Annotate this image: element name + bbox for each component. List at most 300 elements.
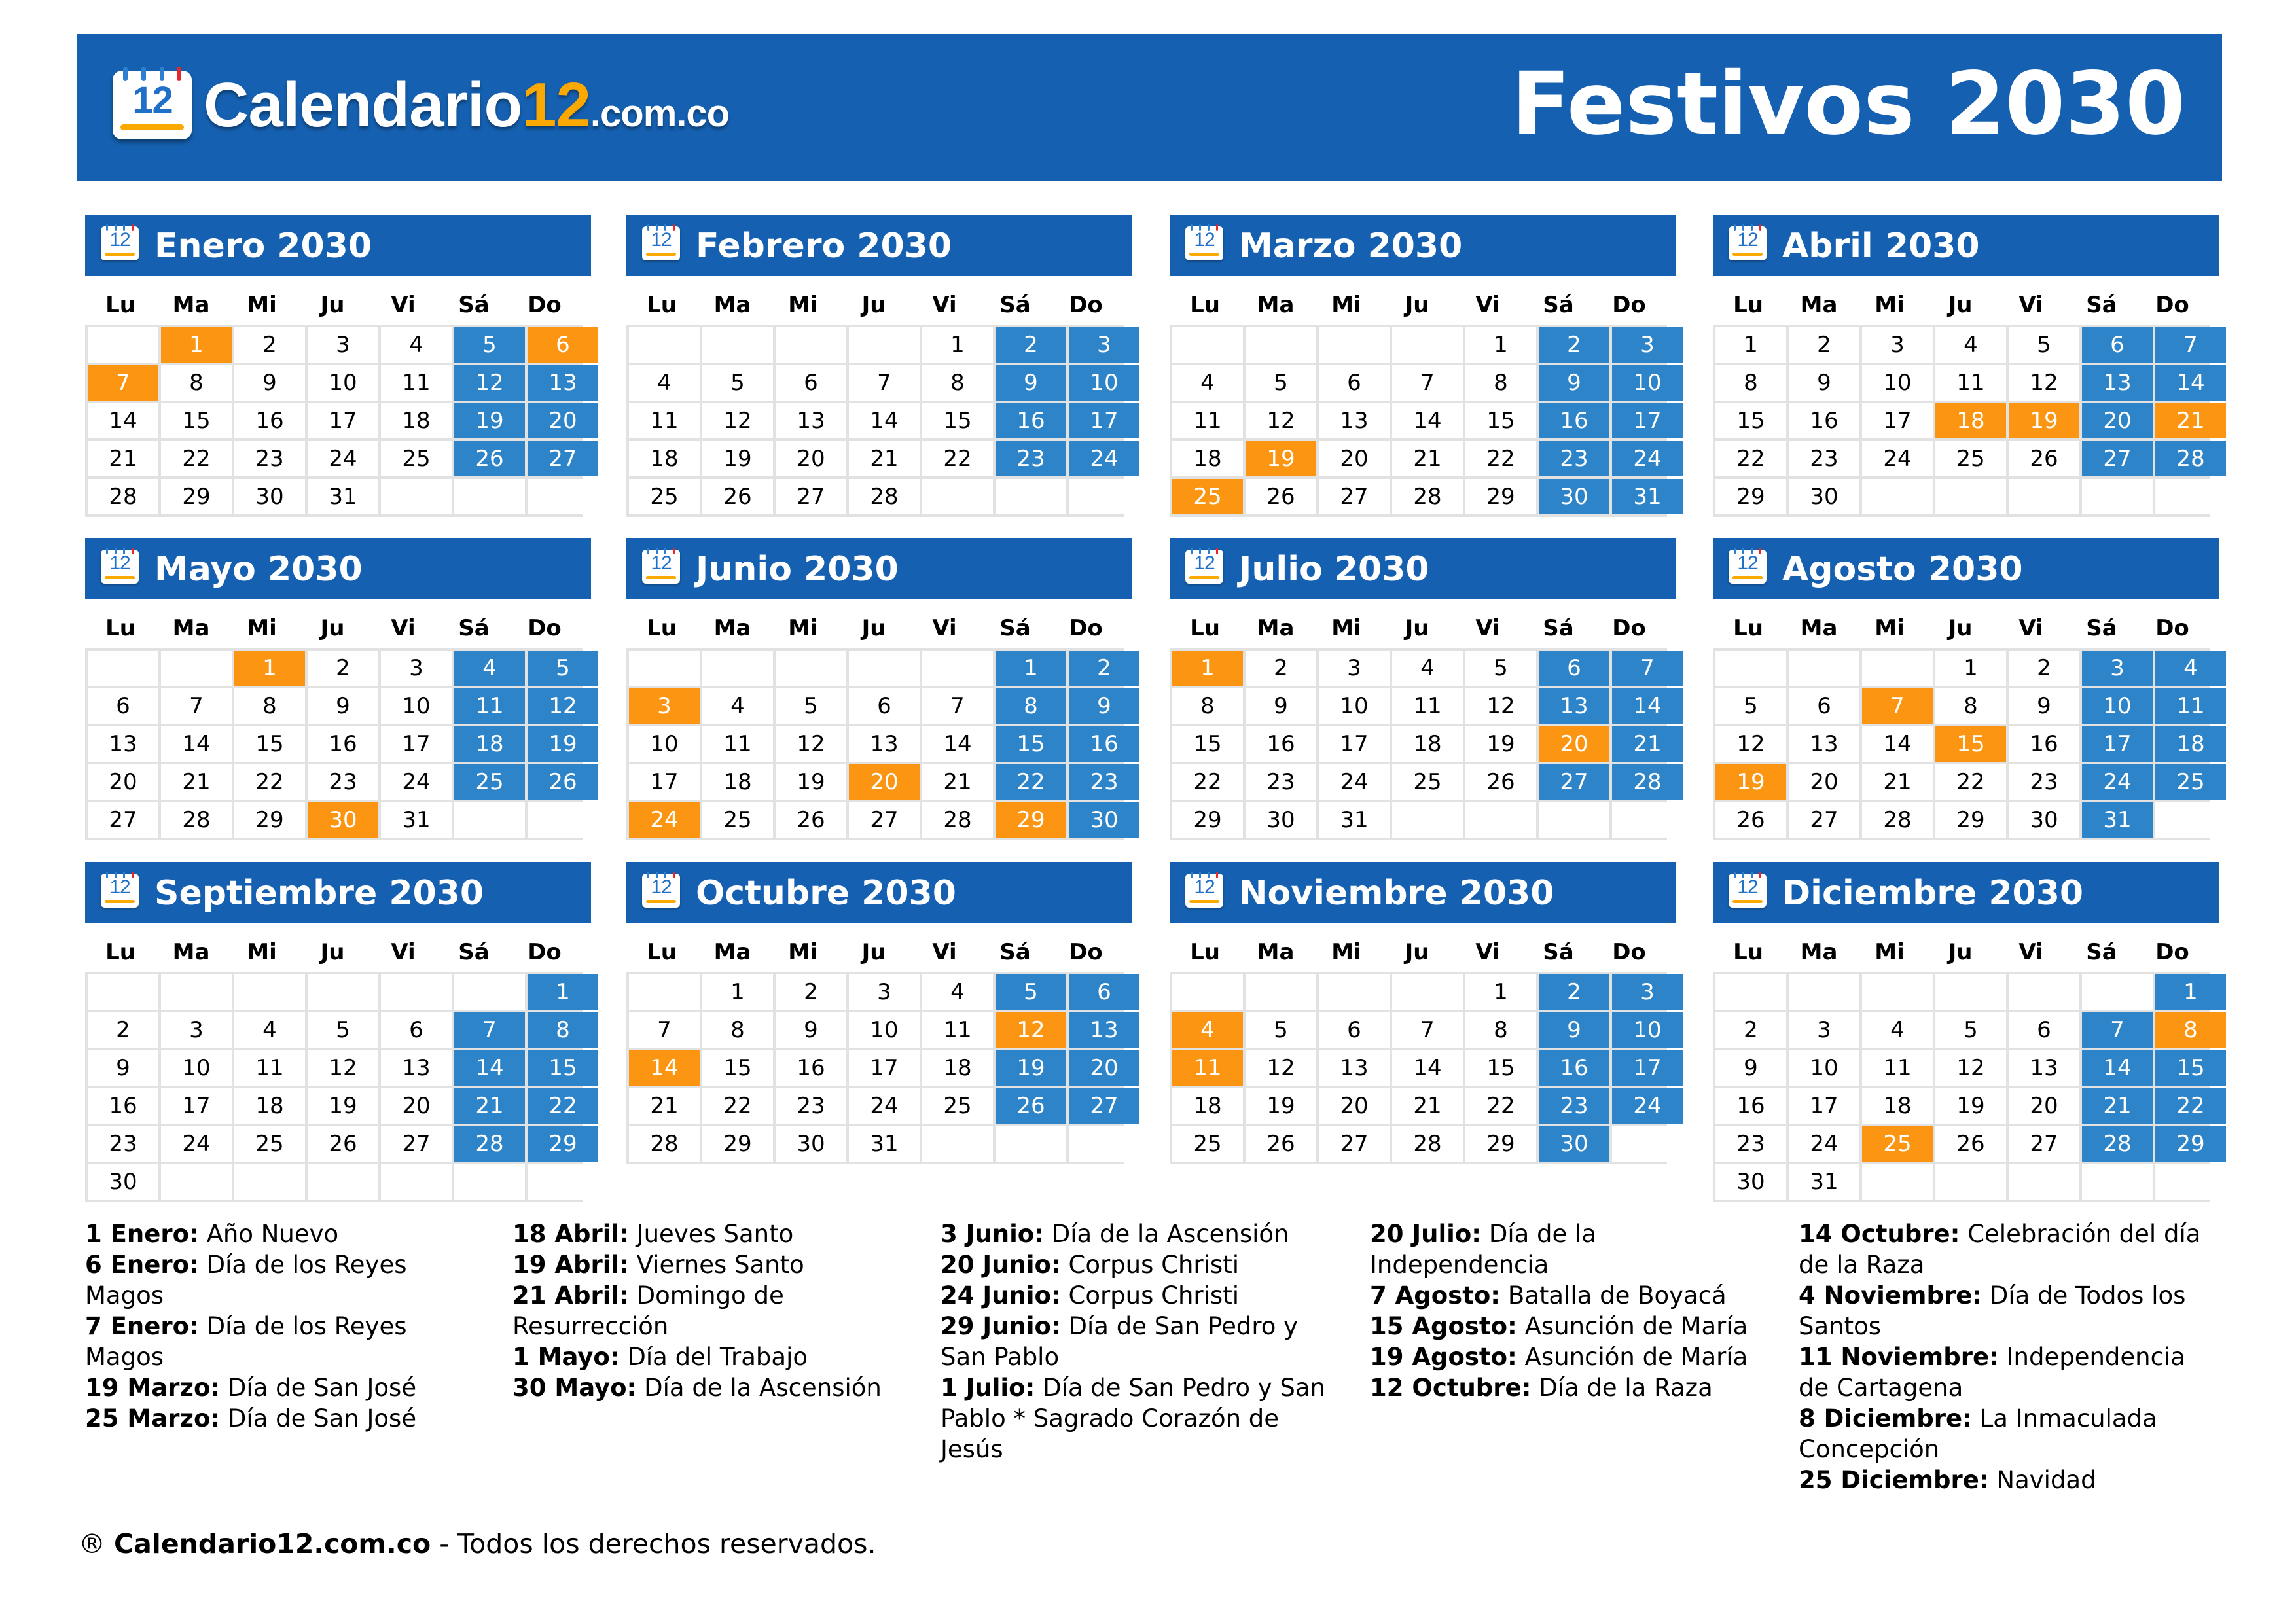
day-cell[interactable]: 7 bbox=[88, 365, 158, 401]
day-cell[interactable]: 14 bbox=[2082, 1050, 2153, 1086]
day-cell[interactable]: 18 bbox=[629, 441, 700, 476]
day-cell[interactable]: 18 bbox=[454, 726, 525, 762]
day-cell[interactable]: 3 bbox=[629, 688, 700, 724]
day-cell[interactable]: 11 bbox=[1862, 1050, 1933, 1086]
day-cell[interactable]: 6 bbox=[1789, 688, 1859, 724]
day-cell[interactable]: 30 bbox=[1539, 1126, 1609, 1162]
day-cell[interactable]: 3 bbox=[161, 1012, 232, 1048]
day-cell[interactable]: 22 bbox=[1465, 1088, 1536, 1124]
day-cell[interactable]: 15 bbox=[1465, 403, 1536, 438]
day-cell[interactable]: 12 bbox=[996, 1012, 1066, 1048]
day-cell[interactable]: 23 bbox=[996, 441, 1066, 476]
day-cell[interactable]: 14 bbox=[1392, 1050, 1463, 1086]
day-cell[interactable]: 16 bbox=[1789, 403, 1859, 438]
day-cell[interactable]: 10 bbox=[161, 1050, 232, 1086]
day-cell[interactable]: 12 bbox=[308, 1050, 378, 1086]
day-cell[interactable]: 7 bbox=[922, 688, 993, 724]
day-cell[interactable]: 4 bbox=[922, 974, 993, 1010]
day-cell[interactable]: 23 bbox=[88, 1126, 158, 1162]
day-cell[interactable]: 20 bbox=[1789, 764, 1859, 800]
day-cell[interactable]: 26 bbox=[1246, 1126, 1316, 1162]
day-cell[interactable]: 2 bbox=[1246, 651, 1316, 686]
day-cell[interactable]: 9 bbox=[1715, 1050, 1786, 1086]
day-cell[interactable]: 23 bbox=[1246, 764, 1316, 800]
day-cell[interactable]: 31 bbox=[308, 479, 378, 514]
day-cell[interactable]: 27 bbox=[1319, 1126, 1390, 1162]
day-cell[interactable]: 12 bbox=[2009, 365, 2079, 401]
day-cell[interactable]: 12 bbox=[1715, 726, 1786, 762]
day-cell[interactable]: 22 bbox=[996, 764, 1066, 800]
day-cell[interactable]: 28 bbox=[2082, 1126, 2153, 1162]
day-cell[interactable]: 4 bbox=[1935, 327, 2006, 363]
day-cell[interactable]: 9 bbox=[2009, 688, 2079, 724]
day-cell[interactable]: 13 bbox=[88, 726, 158, 762]
day-cell[interactable]: 8 bbox=[1465, 365, 1536, 401]
day-cell[interactable]: 26 bbox=[1246, 479, 1316, 514]
day-cell[interactable]: 20 bbox=[1319, 1088, 1390, 1124]
day-cell[interactable]: 5 bbox=[1246, 365, 1316, 401]
day-cell[interactable]: 11 bbox=[922, 1012, 993, 1048]
day-cell[interactable]: 29 bbox=[1465, 479, 1536, 514]
day-cell[interactable]: 19 bbox=[996, 1050, 1066, 1086]
day-cell[interactable]: 5 bbox=[996, 974, 1066, 1010]
day-cell[interactable]: 25 bbox=[702, 802, 773, 838]
day-cell[interactable]: 2 bbox=[1539, 974, 1609, 1010]
day-cell[interactable]: 28 bbox=[2155, 441, 2226, 476]
day-cell[interactable]: 20 bbox=[776, 441, 846, 476]
day-cell[interactable]: 24 bbox=[1612, 1088, 1683, 1124]
day-cell[interactable]: 9 bbox=[1539, 1012, 1609, 1048]
day-cell[interactable]: 24 bbox=[849, 1088, 920, 1124]
day-cell[interactable]: 27 bbox=[381, 1126, 452, 1162]
day-cell[interactable]: 20 bbox=[1069, 1050, 1139, 1086]
day-cell[interactable]: 17 bbox=[381, 726, 452, 762]
day-cell[interactable]: 3 bbox=[1069, 327, 1139, 363]
day-cell[interactable]: 8 bbox=[2155, 1012, 2226, 1048]
day-cell[interactable]: 21 bbox=[1612, 726, 1683, 762]
day-cell[interactable]: 2 bbox=[996, 327, 1066, 363]
day-cell[interactable]: 31 bbox=[849, 1126, 920, 1162]
day-cell[interactable]: 4 bbox=[1172, 365, 1243, 401]
day-cell[interactable]: 13 bbox=[528, 365, 598, 401]
day-cell[interactable]: 12 bbox=[528, 688, 598, 724]
day-cell[interactable]: 8 bbox=[996, 688, 1066, 724]
day-cell[interactable]: 1 bbox=[1465, 327, 1536, 363]
day-cell[interactable]: 3 bbox=[1612, 327, 1683, 363]
day-cell[interactable]: 24 bbox=[308, 441, 378, 476]
day-cell[interactable]: 21 bbox=[88, 441, 158, 476]
day-cell[interactable]: 25 bbox=[629, 479, 700, 514]
day-cell[interactable]: 28 bbox=[629, 1126, 700, 1162]
day-cell[interactable]: 16 bbox=[1715, 1088, 1786, 1124]
day-cell[interactable]: 28 bbox=[161, 802, 232, 838]
day-cell[interactable]: 4 bbox=[1862, 1012, 1933, 1048]
day-cell[interactable]: 23 bbox=[776, 1088, 846, 1124]
day-cell[interactable]: 30 bbox=[1069, 802, 1139, 838]
day-cell[interactable]: 14 bbox=[1392, 403, 1463, 438]
day-cell[interactable]: 12 bbox=[1246, 1050, 1316, 1086]
day-cell[interactable]: 26 bbox=[454, 441, 525, 476]
day-cell[interactable]: 23 bbox=[1069, 764, 1139, 800]
day-cell[interactable]: 8 bbox=[161, 365, 232, 401]
day-cell[interactable]: 11 bbox=[234, 1050, 305, 1086]
day-cell[interactable]: 9 bbox=[234, 365, 305, 401]
day-cell[interactable]: 6 bbox=[88, 688, 158, 724]
day-cell[interactable]: 10 bbox=[1862, 365, 1933, 401]
day-cell[interactable]: 24 bbox=[1862, 441, 1933, 476]
day-cell[interactable]: 3 bbox=[381, 651, 452, 686]
day-cell[interactable]: 29 bbox=[1935, 802, 2006, 838]
day-cell[interactable]: 6 bbox=[1539, 651, 1609, 686]
day-cell[interactable]: 11 bbox=[702, 726, 773, 762]
day-cell[interactable]: 31 bbox=[1789, 1164, 1859, 1200]
day-cell[interactable]: 8 bbox=[1715, 365, 1786, 401]
day-cell[interactable]: 9 bbox=[776, 1012, 846, 1048]
day-cell[interactable]: 28 bbox=[88, 479, 158, 514]
day-cell[interactable]: 5 bbox=[528, 651, 598, 686]
day-cell[interactable]: 18 bbox=[1172, 441, 1243, 476]
day-cell[interactable]: 16 bbox=[88, 1088, 158, 1124]
day-cell[interactable]: 9 bbox=[88, 1050, 158, 1086]
day-cell[interactable]: 14 bbox=[1612, 688, 1683, 724]
day-cell[interactable]: 22 bbox=[1172, 764, 1243, 800]
day-cell[interactable]: 20 bbox=[381, 1088, 452, 1124]
day-cell[interactable]: 13 bbox=[1789, 726, 1859, 762]
day-cell[interactable]: 27 bbox=[1539, 764, 1609, 800]
day-cell[interactable]: 8 bbox=[702, 1012, 773, 1048]
day-cell[interactable]: 25 bbox=[1172, 1126, 1243, 1162]
day-cell[interactable]: 27 bbox=[88, 802, 158, 838]
day-cell[interactable]: 26 bbox=[1715, 802, 1786, 838]
day-cell[interactable]: 1 bbox=[1935, 651, 2006, 686]
day-cell[interactable]: 12 bbox=[776, 726, 846, 762]
day-cell[interactable]: 2 bbox=[308, 651, 378, 686]
day-cell[interactable]: 19 bbox=[1246, 1088, 1316, 1124]
day-cell[interactable]: 23 bbox=[2009, 764, 2079, 800]
day-cell[interactable]: 28 bbox=[1862, 802, 1933, 838]
day-cell[interactable]: 21 bbox=[629, 1088, 700, 1124]
day-cell[interactable]: 28 bbox=[1392, 1126, 1463, 1162]
day-cell[interactable]: 15 bbox=[234, 726, 305, 762]
day-cell[interactable]: 4 bbox=[629, 365, 700, 401]
day-cell[interactable]: 25 bbox=[922, 1088, 993, 1124]
day-cell[interactable]: 28 bbox=[1392, 479, 1463, 514]
day-cell[interactable]: 10 bbox=[1069, 365, 1139, 401]
day-cell[interactable]: 23 bbox=[234, 441, 305, 476]
day-cell[interactable]: 5 bbox=[1465, 651, 1536, 686]
day-cell[interactable]: 21 bbox=[454, 1088, 525, 1124]
day-cell[interactable]: 1 bbox=[161, 327, 232, 363]
day-cell[interactable]: 14 bbox=[454, 1050, 525, 1086]
day-cell[interactable]: 17 bbox=[1319, 726, 1390, 762]
day-cell[interactable]: 28 bbox=[1612, 764, 1683, 800]
day-cell[interactable]: 21 bbox=[1862, 764, 1933, 800]
day-cell[interactable]: 22 bbox=[1715, 441, 1786, 476]
day-cell[interactable]: 8 bbox=[1172, 688, 1243, 724]
day-cell[interactable]: 30 bbox=[234, 479, 305, 514]
day-cell[interactable]: 15 bbox=[702, 1050, 773, 1086]
day-cell[interactable]: 18 bbox=[702, 764, 773, 800]
day-cell[interactable]: 6 bbox=[2082, 327, 2153, 363]
day-cell[interactable]: 20 bbox=[88, 764, 158, 800]
day-cell[interactable]: 15 bbox=[1465, 1050, 1536, 1086]
day-cell[interactable]: 18 bbox=[381, 403, 452, 438]
day-cell[interactable]: 17 bbox=[629, 764, 700, 800]
day-cell[interactable]: 30 bbox=[1715, 1164, 1786, 1200]
day-cell[interactable]: 4 bbox=[234, 1012, 305, 1048]
day-cell[interactable]: 20 bbox=[1539, 726, 1609, 762]
day-cell[interactable]: 9 bbox=[1789, 365, 1859, 401]
day-cell[interactable]: 17 bbox=[1069, 403, 1139, 438]
day-cell[interactable]: 25 bbox=[1862, 1126, 1933, 1162]
day-cell[interactable]: 3 bbox=[308, 327, 378, 363]
day-cell[interactable]: 22 bbox=[922, 441, 993, 476]
day-cell[interactable]: 28 bbox=[849, 479, 920, 514]
day-cell[interactable]: 13 bbox=[1319, 1050, 1390, 1086]
day-cell[interactable]: 22 bbox=[234, 764, 305, 800]
day-cell[interactable]: 5 bbox=[2009, 327, 2079, 363]
day-cell[interactable]: 29 bbox=[1465, 1126, 1536, 1162]
day-cell[interactable]: 26 bbox=[776, 802, 846, 838]
day-cell[interactable]: 31 bbox=[2082, 802, 2153, 838]
day-cell[interactable]: 11 bbox=[1172, 403, 1243, 438]
day-cell[interactable]: 11 bbox=[1392, 688, 1463, 724]
day-cell[interactable]: 23 bbox=[308, 764, 378, 800]
day-cell[interactable]: 16 bbox=[1069, 726, 1139, 762]
day-cell[interactable]: 19 bbox=[1465, 726, 1536, 762]
day-cell[interactable]: 7 bbox=[161, 688, 232, 724]
day-cell[interactable]: 21 bbox=[1392, 1088, 1463, 1124]
day-cell[interactable]: 19 bbox=[1715, 764, 1786, 800]
day-cell[interactable]: 10 bbox=[629, 726, 700, 762]
day-cell[interactable]: 22 bbox=[161, 441, 232, 476]
day-cell[interactable]: 1 bbox=[1465, 974, 1536, 1010]
day-cell[interactable]: 10 bbox=[849, 1012, 920, 1048]
day-cell[interactable]: 27 bbox=[1069, 1088, 1139, 1124]
day-cell[interactable]: 4 bbox=[454, 651, 525, 686]
day-cell[interactable]: 21 bbox=[2082, 1088, 2153, 1124]
day-cell[interactable]: 19 bbox=[702, 441, 773, 476]
day-cell[interactable]: 2 bbox=[1539, 327, 1609, 363]
day-cell[interactable]: 14 bbox=[88, 403, 158, 438]
day-cell[interactable]: 20 bbox=[849, 764, 920, 800]
day-cell[interactable]: 8 bbox=[234, 688, 305, 724]
day-cell[interactable]: 13 bbox=[849, 726, 920, 762]
day-cell[interactable]: 20 bbox=[2082, 403, 2153, 438]
day-cell[interactable]: 5 bbox=[1715, 688, 1786, 724]
day-cell[interactable]: 30 bbox=[2009, 802, 2079, 838]
day-cell[interactable]: 19 bbox=[454, 403, 525, 438]
day-cell[interactable]: 11 bbox=[381, 365, 452, 401]
day-cell[interactable]: 10 bbox=[2082, 688, 2153, 724]
day-cell[interactable]: 29 bbox=[161, 479, 232, 514]
day-cell[interactable]: 13 bbox=[381, 1050, 452, 1086]
day-cell[interactable]: 18 bbox=[1862, 1088, 1933, 1124]
day-cell[interactable]: 1 bbox=[996, 651, 1066, 686]
day-cell[interactable]: 13 bbox=[776, 403, 846, 438]
day-cell[interactable]: 9 bbox=[1539, 365, 1609, 401]
day-cell[interactable]: 2 bbox=[88, 1012, 158, 1048]
day-cell[interactable]: 17 bbox=[161, 1088, 232, 1124]
day-cell[interactable]: 21 bbox=[849, 441, 920, 476]
day-cell[interactable]: 14 bbox=[922, 726, 993, 762]
day-cell[interactable]: 7 bbox=[454, 1012, 525, 1048]
day-cell[interactable]: 13 bbox=[1319, 403, 1390, 438]
day-cell[interactable]: 18 bbox=[234, 1088, 305, 1124]
day-cell[interactable]: 13 bbox=[2082, 365, 2153, 401]
day-cell[interactable]: 29 bbox=[234, 802, 305, 838]
day-cell[interactable]: 10 bbox=[308, 365, 378, 401]
day-cell[interactable]: 8 bbox=[528, 1012, 598, 1048]
day-cell[interactable]: 17 bbox=[849, 1050, 920, 1086]
day-cell[interactable]: 1 bbox=[234, 651, 305, 686]
day-cell[interactable]: 15 bbox=[2155, 1050, 2226, 1086]
day-cell[interactable]: 15 bbox=[996, 726, 1066, 762]
day-cell[interactable]: 6 bbox=[2009, 1012, 2079, 1048]
day-cell[interactable]: 7 bbox=[849, 365, 920, 401]
day-cell[interactable]: 13 bbox=[1069, 1012, 1139, 1048]
day-cell[interactable]: 30 bbox=[1246, 802, 1316, 838]
day-cell[interactable]: 17 bbox=[2082, 726, 2153, 762]
day-cell[interactable]: 16 bbox=[1246, 726, 1316, 762]
day-cell[interactable]: 17 bbox=[1612, 403, 1683, 438]
day-cell[interactable]: 6 bbox=[849, 688, 920, 724]
day-cell[interactable]: 12 bbox=[1465, 688, 1536, 724]
day-cell[interactable]: 16 bbox=[1539, 403, 1609, 438]
day-cell[interactable]: 16 bbox=[996, 403, 1066, 438]
day-cell[interactable]: 6 bbox=[776, 365, 846, 401]
day-cell[interactable]: 3 bbox=[2082, 651, 2153, 686]
day-cell[interactable]: 15 bbox=[1172, 726, 1243, 762]
day-cell[interactable]: 16 bbox=[308, 726, 378, 762]
day-cell[interactable]: 23 bbox=[1539, 1088, 1609, 1124]
day-cell[interactable]: 8 bbox=[1935, 688, 2006, 724]
day-cell[interactable]: 24 bbox=[1319, 764, 1390, 800]
day-cell[interactable]: 11 bbox=[454, 688, 525, 724]
day-cell[interactable]: 9 bbox=[1069, 688, 1139, 724]
day-cell[interactable]: 21 bbox=[2155, 403, 2226, 438]
day-cell[interactable]: 7 bbox=[1862, 688, 1933, 724]
day-cell[interactable]: 19 bbox=[1246, 441, 1316, 476]
day-cell[interactable]: 26 bbox=[702, 479, 773, 514]
day-cell[interactable]: 17 bbox=[1789, 1088, 1859, 1124]
day-cell[interactable]: 14 bbox=[629, 1050, 700, 1086]
day-cell[interactable]: 26 bbox=[996, 1088, 1066, 1124]
day-cell[interactable]: 27 bbox=[1319, 479, 1390, 514]
day-cell[interactable]: 23 bbox=[1789, 441, 1859, 476]
day-cell[interactable]: 27 bbox=[776, 479, 846, 514]
day-cell[interactable]: 4 bbox=[702, 688, 773, 724]
day-cell[interactable]: 29 bbox=[996, 802, 1066, 838]
day-cell[interactable]: 25 bbox=[1392, 764, 1463, 800]
day-cell[interactable]: 20 bbox=[1319, 441, 1390, 476]
day-cell[interactable]: 24 bbox=[1789, 1126, 1859, 1162]
day-cell[interactable]: 5 bbox=[702, 365, 773, 401]
day-cell[interactable]: 2 bbox=[1715, 1012, 1786, 1048]
day-cell[interactable]: 31 bbox=[381, 802, 452, 838]
day-cell[interactable]: 14 bbox=[161, 726, 232, 762]
day-cell[interactable]: 21 bbox=[161, 764, 232, 800]
day-cell[interactable]: 1 bbox=[702, 974, 773, 1010]
day-cell[interactable]: 16 bbox=[234, 403, 305, 438]
day-cell[interactable]: 1 bbox=[1715, 327, 1786, 363]
day-cell[interactable]: 19 bbox=[776, 764, 846, 800]
day-cell[interactable]: 15 bbox=[161, 403, 232, 438]
day-cell[interactable]: 10 bbox=[1612, 365, 1683, 401]
day-cell[interactable]: 5 bbox=[454, 327, 525, 363]
day-cell[interactable]: 17 bbox=[308, 403, 378, 438]
day-cell[interactable]: 22 bbox=[1465, 441, 1536, 476]
day-cell[interactable]: 23 bbox=[1539, 441, 1609, 476]
day-cell[interactable]: 14 bbox=[849, 403, 920, 438]
site-logo[interactable] bbox=[113, 71, 729, 139]
day-cell[interactable]: 1 bbox=[528, 974, 598, 1010]
day-cell[interactable]: 8 bbox=[922, 365, 993, 401]
day-cell[interactable]: 10 bbox=[1789, 1050, 1859, 1086]
day-cell[interactable]: 24 bbox=[1069, 441, 1139, 476]
day-cell[interactable]: 9 bbox=[996, 365, 1066, 401]
day-cell[interactable]: 30 bbox=[1539, 479, 1609, 514]
day-cell[interactable]: 29 bbox=[702, 1126, 773, 1162]
day-cell[interactable]: 11 bbox=[1172, 1050, 1243, 1086]
day-cell[interactable]: 27 bbox=[1789, 802, 1859, 838]
day-cell[interactable]: 3 bbox=[849, 974, 920, 1010]
day-cell[interactable]: 25 bbox=[1935, 441, 2006, 476]
day-cell[interactable]: 21 bbox=[1392, 441, 1463, 476]
day-cell[interactable]: 26 bbox=[1935, 1126, 2006, 1162]
day-cell[interactable]: 22 bbox=[702, 1088, 773, 1124]
day-cell[interactable]: 19 bbox=[308, 1088, 378, 1124]
day-cell[interactable]: 6 bbox=[1319, 365, 1390, 401]
day-cell[interactable]: 4 bbox=[2155, 651, 2226, 686]
day-cell[interactable]: 2 bbox=[2009, 651, 2079, 686]
day-cell[interactable]: 18 bbox=[1392, 726, 1463, 762]
day-cell[interactable]: 9 bbox=[1246, 688, 1316, 724]
day-cell[interactable]: 19 bbox=[528, 726, 598, 762]
day-cell[interactable]: 7 bbox=[1392, 1012, 1463, 1048]
day-cell[interactable]: 28 bbox=[454, 1126, 525, 1162]
day-cell[interactable]: 30 bbox=[1789, 479, 1859, 514]
day-cell[interactable]: 20 bbox=[528, 403, 598, 438]
day-cell[interactable]: 24 bbox=[629, 802, 700, 838]
day-cell[interactable]: 27 bbox=[528, 441, 598, 476]
day-cell[interactable]: 7 bbox=[1612, 651, 1683, 686]
day-cell[interactable]: 18 bbox=[2155, 726, 2226, 762]
day-cell[interactable]: 11 bbox=[2155, 688, 2226, 724]
day-cell[interactable]: 27 bbox=[2082, 441, 2153, 476]
day-cell[interactable]: 7 bbox=[2082, 1012, 2153, 1048]
day-cell[interactable]: 10 bbox=[1319, 688, 1390, 724]
day-cell[interactable]: 10 bbox=[1612, 1012, 1683, 1048]
day-cell[interactable]: 16 bbox=[776, 1050, 846, 1086]
day-cell[interactable]: 5 bbox=[308, 1012, 378, 1048]
day-cell[interactable]: 28 bbox=[922, 802, 993, 838]
day-cell[interactable]: 17 bbox=[1862, 403, 1933, 438]
day-cell[interactable]: 12 bbox=[702, 403, 773, 438]
day-cell[interactable]: 10 bbox=[381, 688, 452, 724]
day-cell[interactable]: 2 bbox=[776, 974, 846, 1010]
day-cell[interactable]: 6 bbox=[381, 1012, 452, 1048]
day-cell[interactable]: 24 bbox=[1612, 441, 1683, 476]
day-cell[interactable]: 12 bbox=[454, 365, 525, 401]
day-cell[interactable]: 1 bbox=[1172, 651, 1243, 686]
day-cell[interactable]: 18 bbox=[1935, 403, 2006, 438]
day-cell[interactable]: 30 bbox=[776, 1126, 846, 1162]
day-cell[interactable]: 4 bbox=[381, 327, 452, 363]
day-cell[interactable]: 7 bbox=[1392, 365, 1463, 401]
day-cell[interactable]: 30 bbox=[88, 1164, 158, 1200]
day-cell[interactable]: 15 bbox=[528, 1050, 598, 1086]
